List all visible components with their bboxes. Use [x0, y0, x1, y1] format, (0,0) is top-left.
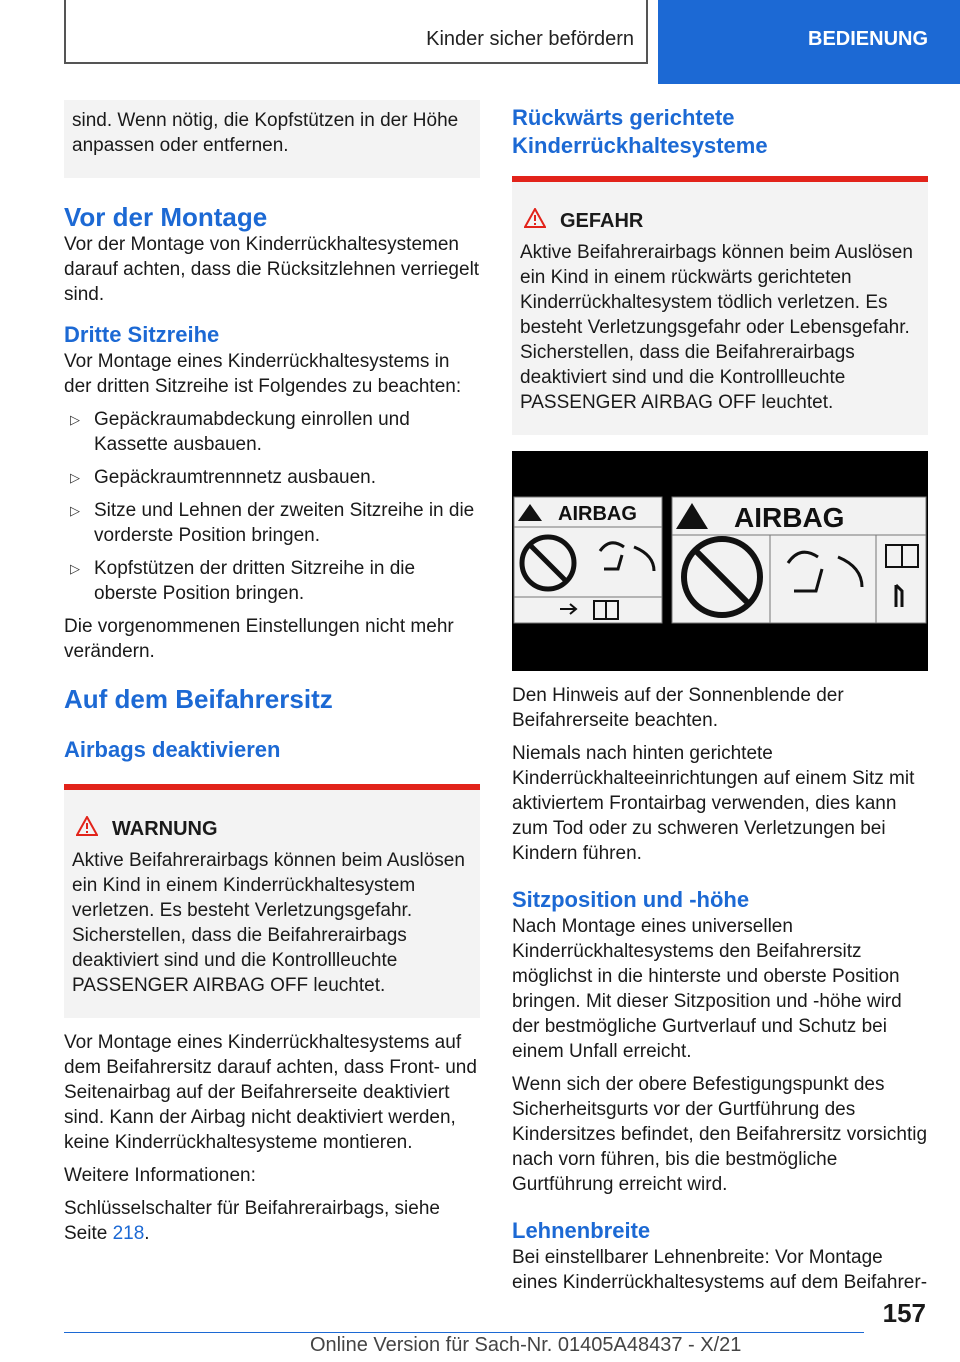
paragraph-weitere-info: Weitere Informationen:	[64, 1165, 256, 1186]
triangle-right-icon: ▷	[70, 503, 80, 518]
airbag-large-label: AIRBAG	[734, 502, 845, 533]
warning-text: Aktive Beifahrerairbags können beim Auslösen ein Kind in einem Kinderrückhaltesystem verletzen. Es besteht Verletzungsgefahr. Sicherstellen, dass die Beifahrerairbags deaktiviert sind und die Kontrollleuchte PASSENGER AIRBAG OFF leuchtet.	[72, 850, 465, 996]
warning-triangle-icon	[76, 816, 98, 842]
paragraph-sitzposition: Nach Montage eines universellen Kinderrückhaltesystems den Beifahrersitz möglichst in die hinterste und oberste Position bringen. Mit dieser Sitzposition und -höhe wird der bestmögliche Gurtverlauf und Schutz bei einem Unfall erreicht.	[512, 916, 902, 1062]
heading-lehnenbreite: Lehnenbreite	[512, 1218, 651, 1243]
triangle-right-icon: ▷	[70, 412, 80, 427]
continued-note-box	[64, 100, 480, 178]
bullet-list	[64, 407, 480, 606]
paragraph-lehnenbreite: Bei einstellbarer Lehnenbreite: Vor Montage eines Kinderrückhaltesystems auf dem Beifahrer-	[512, 1247, 928, 1293]
danger-heading	[520, 208, 920, 234]
airbag-small-label: AIRBAG	[558, 503, 637, 525]
airbag-label-image	[512, 451, 928, 671]
paragraph-befestigungspunkt: Wenn sich der obere Befestigungspunkt des Sicherheitsgurts vor der Gurtführung des Kindersitzes befindet, den Beifahrersitz vorsichtig nach vorn führen, bis die bestmögliche Gurtführung erreicht wird.	[512, 1074, 928, 1195]
page-number: 157	[882, 1298, 926, 1328]
list-item: ▷ Sitze und Lehnen der zweiten Sitzreihe in die vorderste Position bringen.	[70, 500, 475, 546]
list-item: ▷ Kopfstützen der dritten Sitzreihe in die oberste Position bringen.	[70, 558, 416, 604]
heading-vor-der-montage: Vor der Montage	[64, 202, 268, 232]
danger-box	[512, 176, 928, 435]
airbag-label-illustration	[512, 451, 928, 671]
heading-rueckwaerts: Rückwärts gerichtete Kinderrückhaltesysteme	[512, 105, 768, 158]
footer-divider	[64, 1332, 864, 1333]
list-item: ▷ Gepäckraumtrennnetz ausbauen.	[70, 467, 377, 488]
warning-triangle-icon	[524, 208, 546, 234]
warning-heading	[72, 816, 472, 842]
chapter-title: Kinder sicher befördern	[426, 28, 634, 50]
triangle-right-icon: ▷	[70, 470, 80, 485]
paragraph-sonnenblende: Den Hinweis auf der Sonnenblende der Beifahrerseite beachten.	[512, 685, 844, 731]
footer-version-text: Online Version für Sach-Nr. 01405A48437 - X/21	[310, 1334, 742, 1356]
paragraph-montage: Vor der Montage von Kinderrückhaltesystemen darauf achten, dass die Rücksitzlehnen verriegelt sind.	[64, 234, 480, 305]
list-item: ▷ Gepäckraumabdeckung einrollen und Kassette ausbauen.	[70, 409, 410, 455]
paragraph-front-seitenairbag: Vor Montage eines Kinderrückhaltesystems auf dem Beifahrersitz darauf achten, dass Front- und Seitenairbag auf der Beifahrerseite deaktiviert sind. Kann der Airbag nicht deaktiviert werden, keine Kinderrückhaltesysteme montieren.	[64, 1032, 477, 1153]
warning-title: WARNUNG	[112, 817, 218, 840]
page-reference-link[interactable]: 218	[112, 1223, 145, 1244]
section-tab: BEDIENUNG	[658, 0, 960, 84]
continued-note: sind. Wenn nötig, die Kopfstützen in der Höhe anpassen oder entfernen.	[72, 110, 459, 156]
heading-sitzposition: Sitzposition und -höhe	[512, 887, 750, 912]
paragraph-dritte: Vor Montage eines Kinderrückhaltesystems in der dritten Sitzreihe ist Folgendes zu beachten:	[64, 351, 462, 397]
heading-dritte-sitzreihe: Dritte Sitzreihe	[64, 322, 220, 347]
paragraph-niemals: Niemals nach hinten gerichtete Kinderrückhalteeinrichtungen auf einem Sitz mit aktiviertem Frontairbag verwenden, dies kann zum Tod oder zu schweren Verletzungen bei Kindern führen.	[512, 743, 915, 864]
heading-beifahrersitz: Auf dem Beifahrersitz	[64, 684, 333, 714]
danger-title: GEFAHR	[560, 209, 644, 232]
left-column	[64, 100, 480, 1254]
paragraph-einstellungen: Die vorgenommenen Einstellungen nicht mehr verändern.	[64, 616, 454, 662]
triangle-right-icon: ▷	[70, 561, 80, 576]
header-box	[64, 0, 648, 64]
right-column	[512, 100, 928, 1303]
warning-box	[64, 784, 480, 1018]
paragraph-schluesselschalter: Schlüsselschalter für Beifahrerairbags, siehe Seite 218.	[64, 1198, 440, 1244]
danger-text: Aktive Beifahrerairbags können beim Auslösen ein Kind in einem rückwärts gerichteten Kinderrückhaltesystem tödlich verletzen. Es besteht Verletzungsgefahr oder Lebensgefahr. Sicherstellen, dass die Beifahrerairbags deaktiviert sind und die Kontrollleuchte PASSENGER AIRBAG OFF leuchtet.	[520, 242, 913, 413]
heading-airbags-deaktivieren: Airbags deaktivieren	[64, 737, 281, 762]
